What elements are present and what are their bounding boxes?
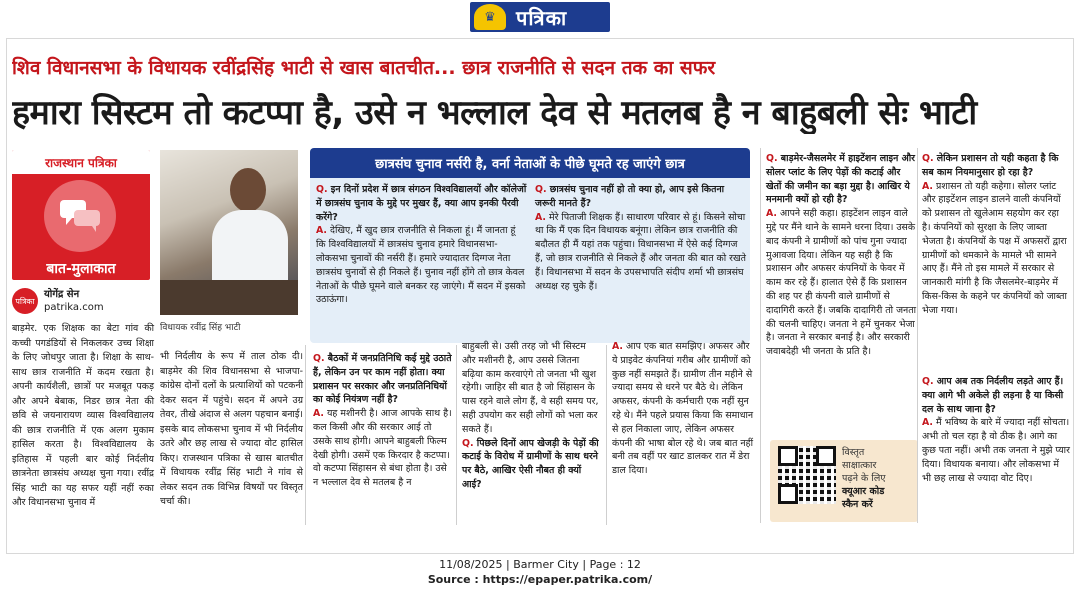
question — [766, 152, 916, 207]
question — [922, 375, 1070, 416]
answer — [313, 407, 453, 490]
qr-line: पढ़ने के लिए — [842, 473, 886, 484]
question-text: बाड़मेर-जैसलमेर में हाइटेंशन लाइन और सोलर प्लांट के लिए पेड़ों की कटाई और खेतों की जमीन का बड़ा मुद्दा है। आखिर ये मनमानी क्यों हो रही है? — [766, 153, 916, 206]
question-text: इन दिनों प्रदेश में छात्र संगठन विश्वविद्यालयों और कॉलेजों में छात्रसंघ चुनाव के मुद्दे पर मुखर हैं, क्या आप इनकी पैरवी करेंगे? — [316, 184, 527, 223]
answer-text: आप एक बात समझिए। अफसर और ये प्राइवेट कंपनियां गरीब और ग्रामीणों को कुछ नहीं समझते हैं। ग्रामीण तीन महीने से ज्यादा समय से धरने पर बैठे थे। लेकिन अफसर, कंपनी के कर्मचारी एक नहीं सुन रहे थे। मैंने पहले प्रयास किया कि समाधान से हल निकाला जाए, लेकिन अफसर कंपनी की भाषा बोल रहे थे। जब बात नहीं बनी तब वहीं पर खाट डालकर रात में डेरा डाल दिया। — [612, 341, 754, 477]
qr-line: साक्षात्कार — [842, 460, 877, 471]
badge-brand: राजस्थान पत्रिका — [12, 150, 150, 174]
a-marker: A. — [922, 180, 933, 192]
author-site[interactable]: patrika.com — [44, 302, 104, 313]
photo-person-head — [230, 168, 266, 212]
qa-khejri — [462, 340, 602, 492]
answer-text: यह मशीनरी है। आज आपके साथ है। कल किसी और की सरकार आई तो उसके साथ होगी। आपने बाहुबली फिल्म देखी होगी। उसमें एक किरदार है कटप्पा। वो कटप्पा सिंहासन से बंधा होता है। उसे न भल्लाल देव से मतलब है न — [313, 408, 452, 489]
q-marker: Q. — [922, 376, 934, 387]
q-marker: Q. — [313, 353, 325, 364]
box-qa-1 — [316, 183, 528, 307]
answer-text: देखिए, मैं खुद छात्र राजनीति से निकला हूं। मैं जानता हूं कि विश्वविद्यालयों में छात्रसंघ चुनाव हमारे विधानसभा-लोकसभा चुनावों की नर्सरी हैं। हमारे ज्यादातर दिग्गज नेता छात्रसंघ चुनावों से ही निकले हैं। चुनाव नहीं होंगे तो छात्र केवल नेताओं के पीछे घूमने वाले बनकर रह जाएंगे। मैं सदन में इसको उठाऊंगा। — [316, 225, 526, 306]
question-text: बैठकों में जनप्रतिनिधि कई मुद्दे उठाते हैं, लेकिन उन पर काम नहीं होता। क्या प्रशासन पर सरकार और जनप्रतिनिधियों का कोई नियंत्रण नहीं है? — [313, 353, 452, 406]
article-kicker: शिव विधानसभा के विधायक रवींद्रसिंह भाटी से खास बातचीत... छात्र राजनीति से सदन तक का सफर — [12, 57, 716, 79]
q-marker: Q. — [535, 184, 547, 195]
q-marker: Q. — [766, 153, 778, 164]
qa-independent — [922, 375, 1070, 485]
a-marker: A. — [612, 341, 623, 352]
question — [313, 352, 453, 407]
q-marker: Q. — [316, 184, 328, 195]
a-marker: A. — [535, 211, 546, 223]
a-marker: A. — [313, 408, 324, 420]
answer — [766, 207, 916, 359]
question — [316, 183, 528, 224]
photo-caption: विधायक रवींद्र सिंह भाटी — [160, 323, 241, 333]
qr-line: विस्तृत — [842, 447, 865, 458]
qa-administration — [922, 152, 1070, 318]
answer-text: आपने सही कहा। हाइटेंशन लाइन वाले मुद्दे पर मैंने थाने के सामने धरना दिया। उसके बाद कंपनी ने ग्रामीणों को पांच गुना ज्यादा मुआवजा दिया। लेकिन यह सही है कि प्रशासन और अफसर कंपनियों के फेवर में काम कर रहे हैं। हालात ऐसे हैं कि प्रशासन की शह पर ही कंपनी वाले ग्रामीणों से दादागिरी करते हैं। जबकि दादागिरी तो जनता की चलनी चाहिए। जनता ने हमें चुनकर भेजा है। जनता ने सरकार बनाई है। और सरकारी जवाबदेही भी जनता के प्रति है। — [766, 208, 916, 358]
column-divider — [606, 345, 607, 525]
chat-bubbles-icon — [44, 180, 116, 252]
qa-solar — [766, 152, 916, 359]
column-divider — [305, 345, 306, 525]
column-divider — [917, 148, 918, 523]
author-name: योगेंद्र सेन — [44, 289, 80, 300]
qa-khejri-answer — [612, 340, 757, 478]
article-headline: हमारा सिस्टम तो कटप्पा है, उसे न भल्लाल देव से मतलब है न बाहुबली सेः भाटी — [12, 93, 977, 133]
qr-cta: स्कैन करें — [842, 499, 873, 510]
masthead-name: पत्रिका — [516, 5, 568, 30]
qr-line: क्यूआर कोड — [842, 486, 885, 497]
column-divider — [456, 345, 457, 525]
box-qa-2 — [535, 183, 747, 293]
question — [462, 437, 602, 492]
intro-text-2: भी निर्दलीय के रूप में ताल ठोक दी। बाड़मेर की शिव विधानसभा से भाजपा-कांग्रेस दोनों दलों के प्रत्याशियों को पटकनी देकर सदन में पहुंचे। सदन में अपने उग्र तेवर, तीखे अंदाज से अलग पहचान बनाई। इसके बाद लोकसभा चुनाव में भी निर्दलीय उतरे और छह लाख से ज्यादा वोट हासिल किए। राजस्थान पत्रिका से खास बातचीत में विधायक रवींद्र सिंह भाटी ने गांव से लेकर सदन तक विभिन्न विषयों पर विस्तृत चर्चा की। — [160, 351, 303, 507]
answer-continued: बाहुबली से। उसी तरह जो भी सिस्टम और मशीनरी है, आप उससे जितना बढ़िया काम करवाएंगे तो जनता भी खुश रहेगी। जाहिर सी बात है जो सिंहासन के पास रहने वाले लोग हैं, वे सही समय पर, सही उपयोग कर सही लोगों को भला कर सकते हैं। — [462, 341, 599, 435]
qr-promo[interactable] — [770, 440, 918, 522]
a-marker: A. — [922, 417, 933, 429]
qr-text — [842, 446, 914, 511]
question-text: लेकिन प्रशासन तो यही कहता है कि सब काम नियमानुसार हो रहा है? — [922, 153, 1059, 178]
answer-text: मैं भविष्य के बारे में ज्यादा नहीं सोचता। अभी तो चल रहा है वो ठीक है। आगे का कुछ पता नहीं। अभी तक जनता ने मुझे प्यार दिया। विधायक बनाया। और लोकसभा में भी छह लाख से ज्यादा वोट दिए। — [922, 417, 1070, 484]
column-divider — [760, 148, 761, 523]
photo-desk — [160, 280, 298, 315]
baat-mulaqat-badge — [12, 150, 150, 280]
answer-text: प्रशासन तो यही कहेगा। सोलर प्लांट और हाइटेंशन लाइन डालने वाली कंपनियों को प्रशासन तो खुलेआम सहयोग कर रहा है। कंपनियों को सुरक्षा के लिए जाब्ता भेजता है। कंपनियों के पक्ष में अफसरों द्वारा ग्रामीणों को धमकाने के मामले भी सामने आए हैं। मैंने तो इस मामले में सरकार से जानकारी मांगी है कि जैसलमेर-बाड़मेर में किस-किस के कहने पर कंपनियों को जाब्ता भेजा गया। — [922, 180, 1067, 316]
answer — [612, 340, 757, 478]
question-text: आप अब तक निर्दलीय लड़ते आए हैं। क्या आगे भी अकेले ही लड़ना है या किसी दल के साथ जाना है? — [922, 376, 1064, 415]
question-text: छात्रसंघ चुनाव नहीं हो तो क्या हो, आप इसे कितना जरूरी मानते हैं? — [535, 184, 725, 209]
author-byline — [12, 285, 152, 317]
mla-photo — [160, 150, 298, 315]
patrika-round-logo: पत्रिका — [12, 288, 38, 314]
answer — [535, 211, 747, 294]
intro-text-1: बाड़मेर. एक शिक्षक का बेटा गांव की कच्ची पगडंडियों से निकलकर उच्च शिक्षा के लिए जोधपुर जाता है। शिक्षा के साथ-साथ छात्र राजनीति में कदम रखता है। अपनी कार्यशैली, छात्रों पर मजबूत पकड़ और अपने बेबाक, निडर छात्र नेता की छवि से जयनारायण व्यास विश्वविद्यालय की छात्र राजनीति में एक अलग मुकाम हासिल करता है। विश्वविद्यालय के इतिहास में पहली बार कोई निर्दलीय छात्रनेता छात्रसंघ अध्यक्ष चुना गया। रवींद्र सिंह भाटी का यह सफर यहीं नहीं रुका और विधानसभा चुनाव में — [12, 323, 154, 508]
footer-edition: 11/08/2025 | Barmer City | Page : 12 — [439, 558, 641, 571]
qa-kattappa — [313, 352, 453, 490]
q-marker: Q. — [922, 153, 934, 164]
answer-text: मेरे पिताजी शिक्षक हैं। साधारण परिवार से हूं। किसने सोचा था कि मैं एक दिन विधायक बनूंगा। लेकिन छात्र राजनीति की बदौलत ही मैं यहां तक पहुंचा। विधानसभा में ऐसे कई दिग्गज हैं, जो छात्र राजनीति से निकले हैं और जनता की बात को रखते हैं। विधानसभा में सदन के उपसभापति संदीप शर्मा भी छात्रसंघ अध्यक्ष रह चुके हैं। — [535, 211, 746, 292]
answer — [922, 180, 1070, 318]
a-marker: A. — [766, 208, 777, 220]
a-marker: A. — [316, 225, 327, 237]
question — [535, 183, 747, 211]
answer — [922, 416, 1070, 485]
question-text: पिछले दिनों आप खेजड़ी के पेड़ों की कटाई के विरोध में ग्रामीणों के साथ धरने पर बैठे, आखिर ऐसी नौबत ही क्यों आई? — [462, 437, 599, 490]
lion-emblem-icon: ♛ — [474, 4, 506, 30]
q-marker: Q. — [462, 437, 474, 449]
question — [922, 152, 1070, 180]
badge-label: बात-मुलाकात — [46, 260, 116, 277]
answer — [316, 224, 528, 307]
box-title: छात्रसंघ चुनाव नर्सरी है, वर्ना नेताओं के पीछे घूमते रह जाएंगे छात्र — [310, 148, 750, 178]
patrika-logo[interactable] — [470, 2, 610, 32]
footer-source-link[interactable]: Source : https://epaper.patrika.com/ — [427, 573, 653, 586]
qr-code-icon[interactable] — [778, 446, 836, 504]
photo-person-body — [212, 210, 288, 290]
